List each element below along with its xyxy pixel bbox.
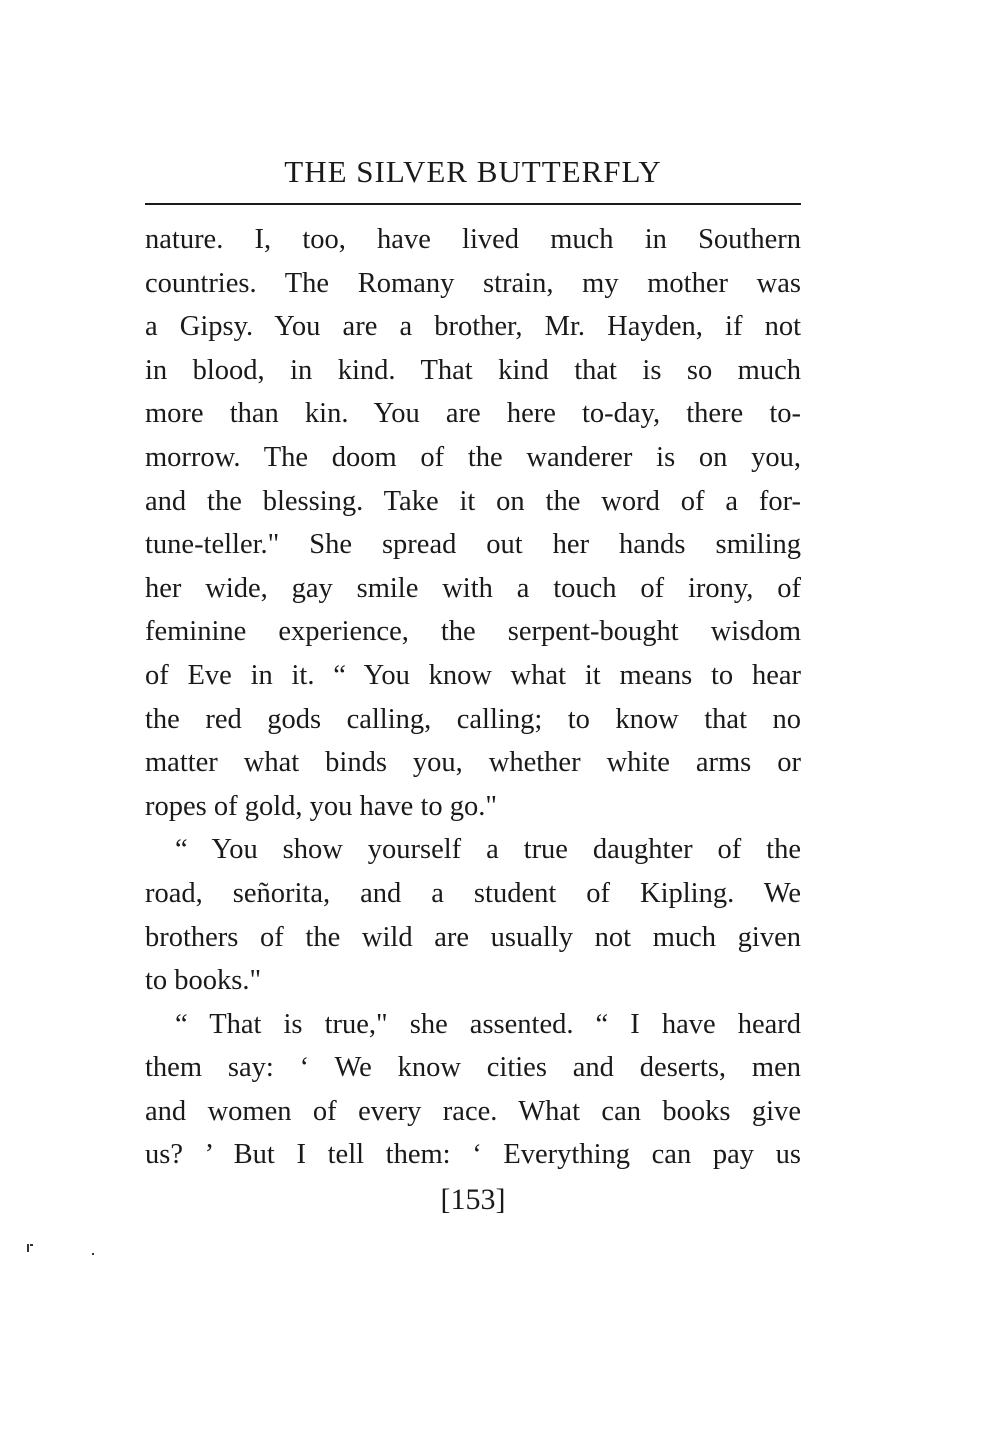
text-line: them say: ‘ We know cities and deserts, men [145, 1052, 801, 1084]
text-line: brothers of the wild are usually not much given [145, 921, 801, 953]
text-line: “ You show yourself a true daughter of the [175, 834, 801, 866]
page-body [145, 218, 801, 1177]
scan-speck [27, 1244, 29, 1252]
text-line: feminine experience, the serpent-bought wisdom [145, 616, 801, 648]
text-line: morrow. The doom of the wanderer is on you, [145, 441, 801, 473]
scan-speck [30, 1244, 33, 1246]
text-line: the red gods calling, calling; to know that no [145, 703, 801, 735]
page-number: [153] [440, 1183, 506, 1216]
text-line: ropes of gold, you have to go." [145, 790, 497, 822]
text-line: “ That is true," she assented. “ I have heard [175, 1008, 801, 1040]
text-line: tune-teller." She spread out her hands smiling [145, 529, 801, 561]
text-line: to books." [145, 965, 262, 997]
running-head: THE SILVER BUTTERFLY [284, 154, 662, 189]
text-line: of Eve in it. “ You know what it means to hear [145, 659, 801, 691]
header-rule [145, 203, 801, 205]
text-line: in blood, in kind. That kind that is so much [145, 354, 801, 386]
text-line: countries. The Romany strain, my mother was [145, 267, 801, 299]
text-line: more than kin. You are here to-day, there to- [145, 398, 801, 430]
text-line: a Gipsy. You are a brother, Mr. Hayden, if not [145, 311, 801, 343]
text-line: her wide, gay smile with a touch of irony, of [145, 572, 801, 604]
text-line: and women of every race. What can books give [145, 1095, 801, 1127]
scan-speck [92, 1253, 94, 1255]
text-line: us? ’ But I tell them: ‘ Everything can pay us [145, 1139, 801, 1171]
text-line: and the blessing. Take it on the word of a for- [145, 485, 801, 517]
text-line: road, señorita, and a student of Kipling. We [145, 877, 801, 909]
text-line: nature. I, too, have lived much in Southern [145, 224, 801, 255]
text-line: matter what binds you, whether white arms or [145, 747, 801, 779]
